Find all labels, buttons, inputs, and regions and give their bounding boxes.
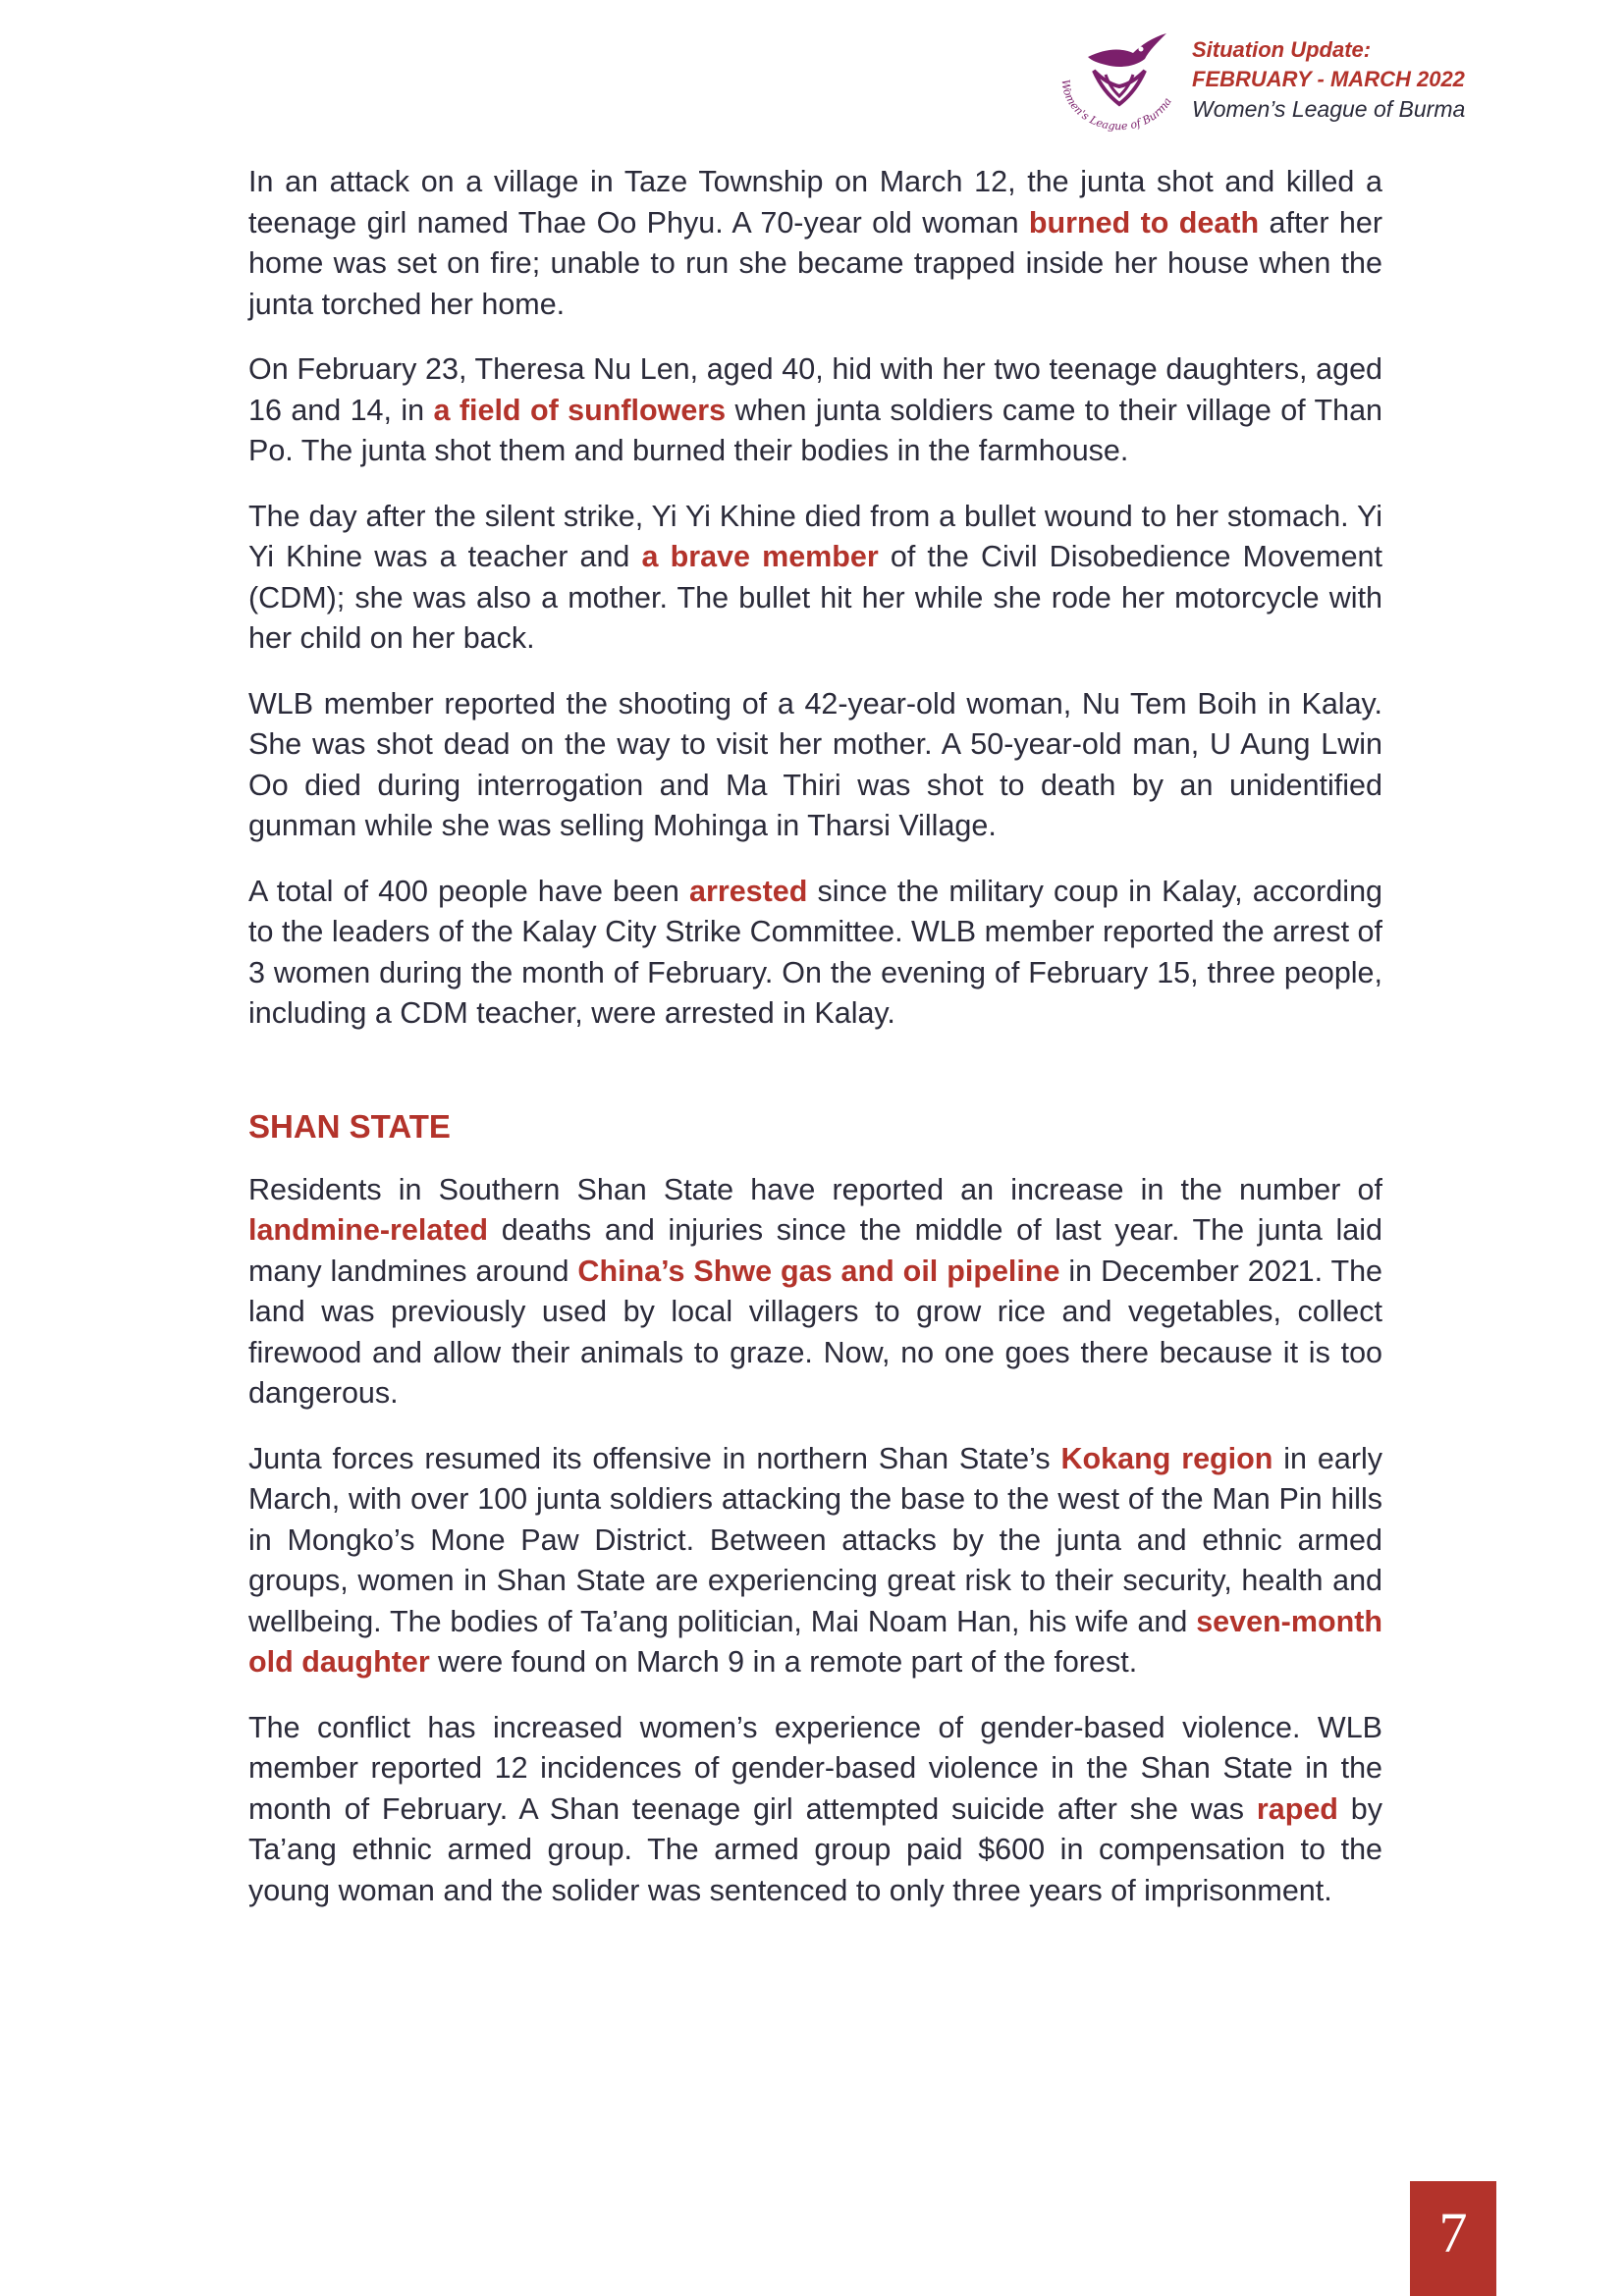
paragraph-than-po [248, 349, 1382, 472]
paragraph-text: of the Civil Disobedience Movement (CDM); she was also a mother. The bullet hit her while she rode her motorcycle with her child on her back. [248, 540, 1382, 655]
paragraph-text: The day after the silent strike, Yi Yi Khine died from a bullet wound to her stomach. Yi Yi Khine was a teacher and [248, 499, 1382, 573]
paragraph-kalay-shooting [248, 684, 1382, 847]
header-organization: Women’s League of Burma [1192, 96, 1466, 122]
paragraph-text: A total of 400 people have been [248, 874, 690, 908]
paragraph-text: when junta soldiers came to their village of Than Po. The junta shot them and burned their bodies in the farmhouse. [248, 393, 1383, 467]
paragraph-text: WLB member reported the shooting of a 42-year-old woman, Nu Tem Boih in Kalay. She was shot dead on the way to visit her mother. A 50-year-old man, U Aung Lwin Oo died during interrogation and Ma Thiri was shot to death by an unidentified gunman while she was selling Mohinga in Tharsi Village. [248, 686, 1382, 842]
header-title: Situation Update: [1192, 37, 1372, 62]
link-kokang-region[interactable]: Kokang region [1060, 1441, 1273, 1475]
header-date-range: FEBRUARY - MARCH 2022 [1192, 67, 1465, 91]
paragraph-shan-kokang [248, 1439, 1382, 1683]
header-text [1192, 35, 1465, 124]
svg-text:Women's League of Burma: Women's League of Burma [1058, 79, 1174, 133]
section-title-shan-state: SHAN STATE [248, 1107, 451, 1145]
paragraph-text: The conflict has increased women’s experience of gender-based violence. WLB member reported 12 incidences of gender-based violence in the Shan State in the month of February. A Shan teenage girl attempted suicide after she was [248, 1710, 1382, 1826]
paragraph-yi-yi-khine [248, 497, 1382, 660]
paragraph-text: by Ta’ang ethnic armed group. The armed group paid $600 in compensation to the young woman and the solider was sentenced to only three years of imprisonment. [248, 1791, 1383, 1907]
paragraph-text: Residents in Southern Shan State have reported an increase in the number of [248, 1172, 1382, 1206]
paragraph-shan-landmines [248, 1170, 1382, 1415]
page-header [1051, 22, 1600, 139]
link-field-of-sunflowers[interactable]: a field of sunflowers [433, 393, 727, 427]
paragraph-text: deaths and injuries since the middle of last year. The junta laid many landmines around [248, 1213, 1382, 1288]
link-landmine-related[interactable]: landmine-related [248, 1213, 489, 1247]
paragraph-text: Junta forces resumed its offensive in northern Shan State’s [248, 1441, 1061, 1475]
paragraph-text: since the military coup in Kalay, according to the leaders of the Kalay City Strike Committee. WLB member reported the arrest of 3 women during the month of February. On the evening of February 15, three people, including a CDM teacher, were arrested in Kalay. [248, 874, 1383, 1030]
paragraph-text: In an attack on a village in Taze Township on March 12, the junta shot and killed a teenage girl named Thae Oo Phyu. A 70-year old woman [248, 165, 1382, 240]
link-shwe-pipeline[interactable]: China’s Shwe gas and oil pipeline [577, 1254, 1060, 1288]
paragraph-shan-gbv [248, 1708, 1382, 1912]
link-burned-to-death[interactable]: burned to death [1028, 205, 1260, 240]
link-brave-member[interactable]: a brave member [641, 540, 879, 573]
paragraph-text: in December 2021. The land was previously used by local villagers to grow rice and vegetables, collect firewood and allow their animals to graze. Now, no one goes there because it is too dangerous. [248, 1254, 1383, 1410]
paragraph-text: in early March, with over 100 junta soldiers attacking the base to the west of the Man Pin hills in Mongko’s Mone Paw District. Between attacks by the junta and ethnic armed groups, women in Shan State are experiencing great risk to their security, health and wellbeing. The bodies of Ta’ang politician, Mai Noam Han, his wife and [248, 1441, 1383, 1638]
paragraph-text: after her home was set on fire; unable to run she became trapped inside her house when the junta torched her home. [248, 205, 1383, 321]
paragraph-text: On February 23, Theresa Nu Len, aged 40, hid with her two teenage daughters, aged 16 and 14, in [248, 352, 1382, 427]
dove-hands-logo-icon [1051, 27, 1188, 137]
page-number: 7 [1410, 2181, 1496, 2296]
link-seven-month-old-daughter[interactable]: seven-month old daughter [248, 1604, 1382, 1679]
link-arrested[interactable]: arrested [689, 874, 808, 908]
link-raped[interactable]: raped [1256, 1791, 1338, 1826]
paragraph-text: were found on March 9 in a remote part of the forest. [429, 1645, 1138, 1679]
paragraph-taze-attack [248, 162, 1382, 325]
paragraph-kalay-arrests [248, 872, 1382, 1035]
article-body [248, 162, 1382, 1936]
